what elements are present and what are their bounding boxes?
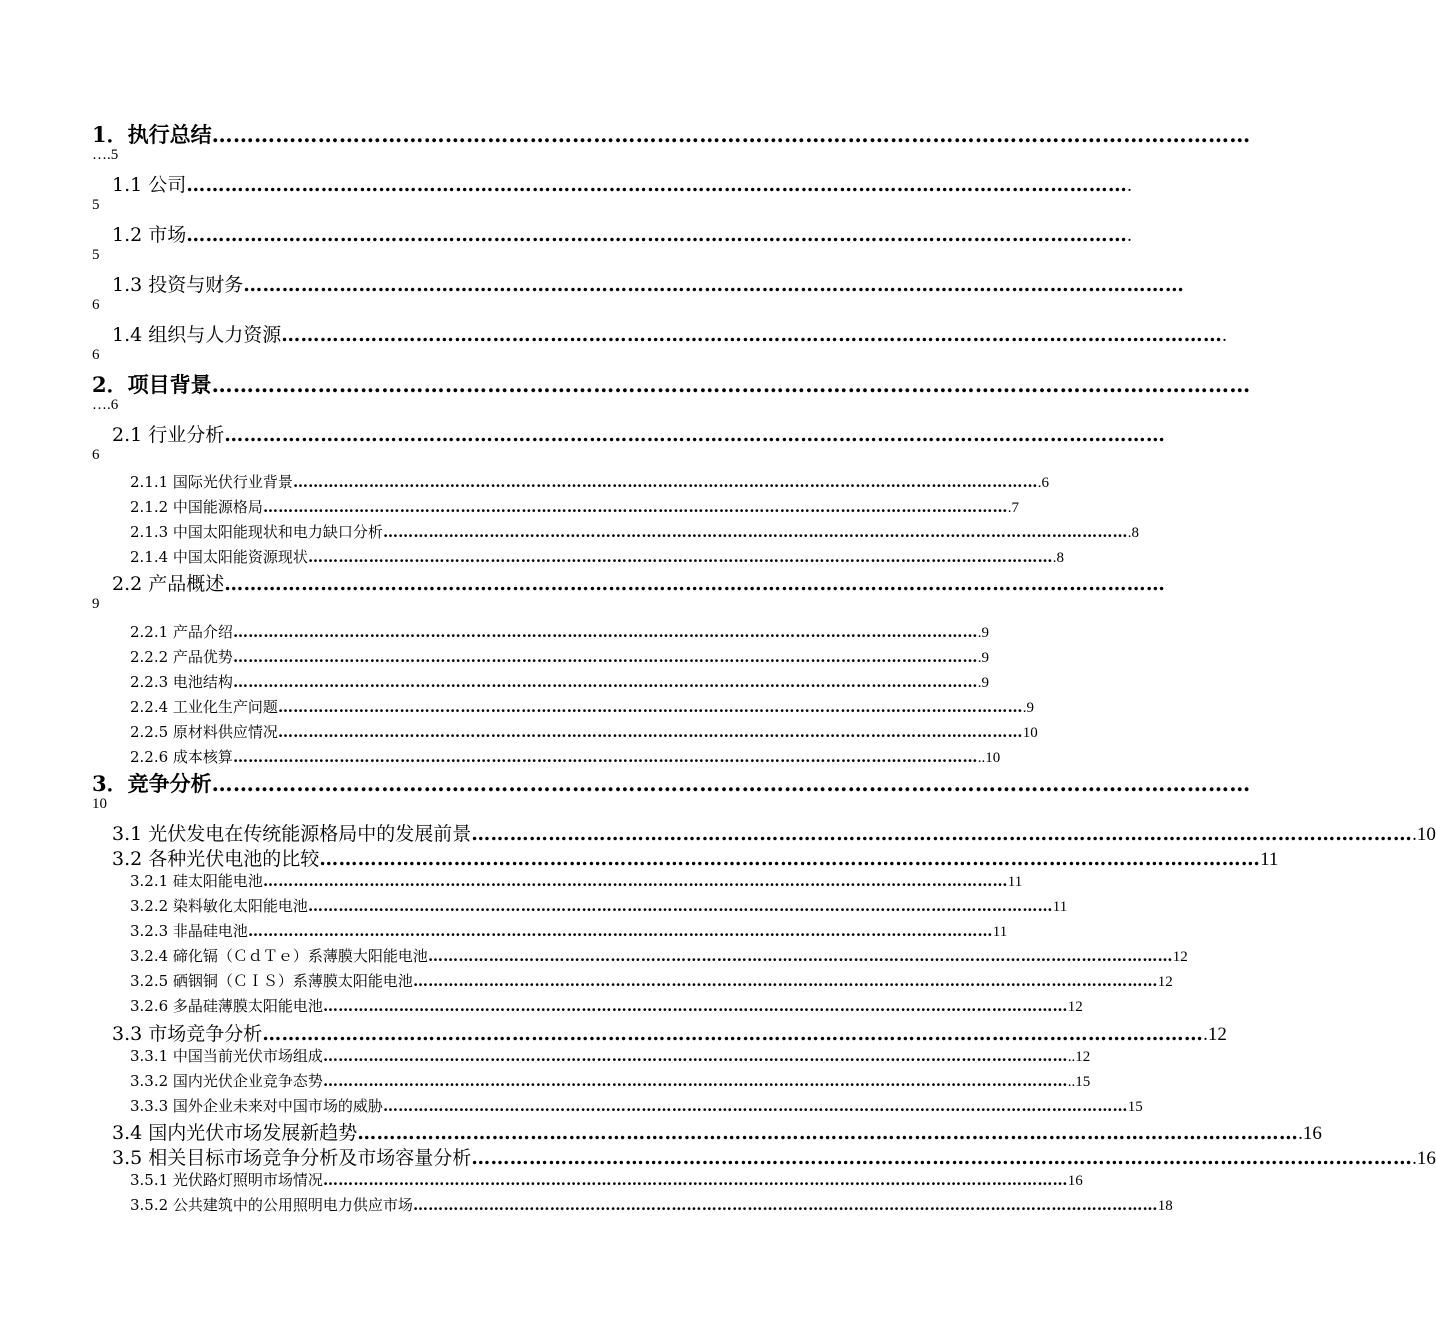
toc-entry[interactable] xyxy=(130,1045,1091,1066)
dot-leader: ………………………………………………………………………………………………………………………………… xyxy=(232,623,978,641)
toc-entry-label: 3.5 相关目标市场竞争分析及市场容量分析 xyxy=(112,1147,472,1169)
toc-entry[interactable] xyxy=(130,1194,1173,1215)
toc-entry-label: 1.2 市场 xyxy=(112,224,187,246)
toc-entry-page: 15 xyxy=(1127,1099,1143,1115)
toc-entry-page: 18 xyxy=(1157,1198,1173,1214)
dot-leader: ………………………………………………………………………………………………………………………………… xyxy=(211,122,1251,147)
dot-leader: ………………………………………………………………………………………………………………………………… xyxy=(319,848,1261,870)
toc-entry-label: 2．项目背景 xyxy=(92,372,212,397)
toc-entry-page: .9 xyxy=(977,625,989,641)
toc-entry-label: 3．竞争分析 xyxy=(92,771,212,796)
toc-entry-label: 3.1 光伏发电在传统能源格局中的发展前景 xyxy=(112,823,472,845)
dot-leader: ………………………………………………………………………………………………………………………………… xyxy=(307,897,1053,915)
dot-leader: ………………………………………………………………………………………………………………………………… xyxy=(232,673,978,691)
dot-leader: ………………………………………………………………………………………………………………………………… xyxy=(322,1047,1068,1065)
toc-entry[interactable] xyxy=(130,995,1083,1016)
dot-leader: ………………………………………………………………………………………………………………………………… xyxy=(322,1171,1068,1189)
toc-entry-page: .9 xyxy=(1022,700,1034,716)
toc-entry-page: .16 xyxy=(1298,1123,1322,1144)
toc-entry-page: .7 xyxy=(1007,500,1019,516)
toc-entry-label: 3.3.1 中国当前光伏市场组成 xyxy=(130,1047,323,1065)
toc-entry-page: 11 xyxy=(1007,874,1023,890)
toc-entry-label: 3.5.1 光伏路灯照明市场情况 xyxy=(130,1171,323,1189)
toc-entry[interactable] xyxy=(112,819,1436,846)
toc-entry[interactable] xyxy=(130,546,1064,567)
toc-entry-label: 3.3 市场竞争分析 xyxy=(112,1023,263,1045)
toc-entry-label: 2.2.4 工业化生产问题 xyxy=(130,698,278,716)
toc-entry-page: . xyxy=(1127,225,1132,246)
toc-entry-page: .12 xyxy=(1203,1024,1227,1045)
dot-leader: ………………………………………………………………………………………………………………………………… xyxy=(232,648,978,666)
toc-entry-label: 1.3 投资与财务 xyxy=(112,274,244,296)
toc-entry[interactable] xyxy=(112,569,1166,596)
toc-entry-page: 11 xyxy=(1052,899,1068,915)
toc-entry[interactable] xyxy=(130,646,989,667)
dot-leader: ………………………………………………………………………………………………………………………………… xyxy=(412,972,1158,990)
toc-entry-page: . xyxy=(1127,175,1132,196)
dot-leader: ………………………………………………………………………………………………………………………………… xyxy=(211,771,1251,796)
dot-leader: ………………………………………………………………………………………………………………………………… xyxy=(224,573,1166,595)
toc-entry-label: 2.1.3 中国太阳能现状和电力缺口分析 xyxy=(130,523,383,541)
toc-entry[interactable] xyxy=(130,970,1173,991)
toc-entry[interactable] xyxy=(112,1019,1227,1046)
toc-entry[interactable] xyxy=(112,270,1185,297)
dot-leader: ………………………………………………………………………………………………………………………………… xyxy=(427,947,1173,965)
dot-leader: ………………………………………………………………………………………………………………………………… xyxy=(322,997,1068,1015)
toc-entry-page: .8 xyxy=(1052,550,1064,566)
toc-entry-label: 3.5.2 公共建筑中的公用照明电力供应市场 xyxy=(130,1196,413,1214)
toc-entry-label: 2.2.5 原材料供应情况 xyxy=(130,723,278,741)
dot-leader: ………………………………………………………………………………………………………………………………… xyxy=(471,1147,1413,1169)
dot-leader: ………………………………………………………………………………………………………………………………… xyxy=(292,473,1038,491)
toc-entry[interactable] xyxy=(130,945,1188,966)
toc-entry-label: 3.2.3 非晶硅电池 xyxy=(130,922,248,940)
dot-leader: ………………………………………………………………………………………………………………………………… xyxy=(307,548,1053,566)
dot-leader: ………………………………………………………………………………………………………………………………… xyxy=(277,723,1023,741)
toc-entry-page: ..15 xyxy=(1067,1074,1091,1090)
toc-entry[interactable] xyxy=(130,721,1038,742)
toc-entry-page-continued: 5 xyxy=(92,247,100,263)
toc-entry-label: 2.2.1 产品介绍 xyxy=(130,623,233,641)
toc-entry-label: 2.1.1 国际光伏行业背景 xyxy=(130,473,293,491)
toc-entry-page-continued: 10 xyxy=(92,796,107,812)
toc-entry-label: 1.4 组织与人力资源 xyxy=(112,324,282,346)
dot-leader: ………………………………………………………………………………………………………………………………… xyxy=(232,748,978,766)
toc-entry-page: 10 xyxy=(1022,725,1038,741)
toc-entry[interactable] xyxy=(130,1095,1143,1116)
toc-entry-page: ….5 xyxy=(92,147,119,163)
toc-entry-page: 12 xyxy=(1157,974,1173,990)
dot-leader: ………………………………………………………………………………………………………………………………… xyxy=(247,922,993,940)
toc-entry-page: .9 xyxy=(977,650,989,666)
toc-entry-page: 11 xyxy=(992,924,1008,940)
toc-entry-label: 1.1 公司 xyxy=(112,174,187,196)
dot-leader: ………………………………………………………………………………………………………………………………… xyxy=(243,274,1185,296)
toc-entry-label: 3.3.3 国外企业未来对中国市场的威胁 xyxy=(130,1097,383,1115)
toc-entry[interactable] xyxy=(130,746,1001,767)
toc-entry[interactable] xyxy=(112,170,1132,197)
toc-entry[interactable] xyxy=(130,870,1023,891)
toc-entry[interactable] xyxy=(92,768,1251,798)
toc-entry-page: . xyxy=(1222,325,1227,346)
toc-entry-label: 2.1.2 中国能源格局 xyxy=(130,498,263,516)
toc-entry-page: .8 xyxy=(1127,525,1139,541)
toc-entry-label: 3.2.4 碲化镉（ＣｄＴｅ）系薄膜大阳能电池 xyxy=(130,947,428,965)
toc-entry[interactable] xyxy=(92,369,1251,399)
dot-leader: ………………………………………………………………………………………………………………………………… xyxy=(211,372,1251,397)
dot-leader: ………………………………………………………………………………………………………………………………… xyxy=(186,174,1128,196)
dot-leader: ………………………………………………………………………………………………………………………………… xyxy=(186,224,1128,246)
toc-entry[interactable] xyxy=(112,320,1227,347)
toc-entry-page: 11 xyxy=(1260,849,1279,870)
toc-entry-page: ….6 xyxy=(92,397,119,413)
toc-entry-label: 2.2.6 成本核算 xyxy=(130,748,233,766)
toc-entry-label: 2.2.2 产品优势 xyxy=(130,648,233,666)
toc-entry-page: .16 xyxy=(1412,1148,1436,1169)
toc-entry[interactable] xyxy=(112,844,1279,871)
toc-entry-label: 3.2.5 硒铟铜（ＣＩＳ）系薄膜太阳能电池 xyxy=(130,972,413,990)
dot-leader: ………………………………………………………………………………………………………………………………… xyxy=(322,1072,1068,1090)
toc-entry[interactable] xyxy=(112,220,1132,247)
toc-entry-page: 12 xyxy=(1172,949,1188,965)
dot-leader: ………………………………………………………………………………………………………………………………… xyxy=(281,324,1223,346)
toc-entry-page: ..10 xyxy=(977,750,1001,766)
toc-entry[interactable] xyxy=(130,621,989,642)
toc-entry-page: ..12 xyxy=(1067,1049,1091,1065)
dot-leader: ………………………………………………………………………………………………………………………………… xyxy=(412,1196,1158,1214)
toc-entry-label: 2.1 行业分析 xyxy=(112,424,225,446)
toc-entry[interactable] xyxy=(130,671,989,692)
toc-entry-label: 3.2.2 染料敏化太阳能电池 xyxy=(130,897,308,915)
toc-entry[interactable] xyxy=(130,696,1034,717)
toc-entry-label: 2.1.4 中国太阳能资源现状 xyxy=(130,548,308,566)
toc-entry-page: 16 xyxy=(1067,1173,1083,1189)
toc-entry-page-continued: 6 xyxy=(92,347,100,363)
toc-entry-page-continued: 5 xyxy=(92,197,100,213)
toc-entry-page: .6 xyxy=(1037,475,1049,491)
dot-leader: ………………………………………………………………………………………………………………………………… xyxy=(262,872,1008,890)
toc-entry-label: 3.2.6 多晶硅薄膜太阳能电池 xyxy=(130,997,323,1015)
toc-entry-label: 3.3.2 国内光伏企业竞争态势 xyxy=(130,1072,323,1090)
toc-entry-label: 2.2.3 电池结构 xyxy=(130,673,233,691)
toc-entry-page: 12 xyxy=(1067,999,1083,1015)
toc-entry-label: 1．执行总结 xyxy=(92,122,212,147)
toc-entry[interactable] xyxy=(130,1070,1091,1091)
toc-entry[interactable] xyxy=(112,420,1166,447)
toc-entry[interactable] xyxy=(130,895,1068,916)
toc-entry[interactable] xyxy=(130,521,1139,542)
toc-entry-label: 3.2 各种光伏电池的比较 xyxy=(112,848,320,870)
toc-entry-page-continued: 6 xyxy=(92,447,100,463)
dot-leader: ………………………………………………………………………………………………………………………………… xyxy=(224,424,1166,446)
toc-entry-page: .10 xyxy=(1412,824,1436,845)
toc-entry[interactable] xyxy=(130,471,1049,492)
toc-entry[interactable] xyxy=(112,1118,1322,1145)
toc-entry-page: .9 xyxy=(977,675,989,691)
dot-leader: ………………………………………………………………………………………………………………………………… xyxy=(262,498,1008,516)
toc-entry-page-continued: 6 xyxy=(92,297,100,313)
toc-entry-label: 3.2.1 硅太阳能电池 xyxy=(130,872,263,890)
toc-entry-label: 3.4 国内光伏市场发展新趋势 xyxy=(112,1122,358,1144)
dot-leader: ………………………………………………………………………………………………………………………………… xyxy=(277,698,1023,716)
toc-entry-page-continued: 9 xyxy=(92,596,100,612)
toc-entry[interactable] xyxy=(130,1169,1083,1190)
toc-entry[interactable] xyxy=(130,920,1008,941)
toc-entry[interactable] xyxy=(112,1143,1436,1170)
toc-entry[interactable] xyxy=(92,119,1251,149)
dot-leader: ………………………………………………………………………………………………………………………………… xyxy=(382,1097,1128,1115)
dot-leader: ………………………………………………………………………………………………………………………………… xyxy=(357,1122,1299,1144)
dot-leader: ………………………………………………………………………………………………………………………………… xyxy=(382,523,1128,541)
toc-entry-label: 2.2 产品概述 xyxy=(112,573,225,595)
dot-leader: ………………………………………………………………………………………………………………………………… xyxy=(471,823,1413,845)
dot-leader: ………………………………………………………………………………………………………………………………… xyxy=(262,1023,1204,1045)
toc-entry[interactable] xyxy=(130,496,1019,517)
